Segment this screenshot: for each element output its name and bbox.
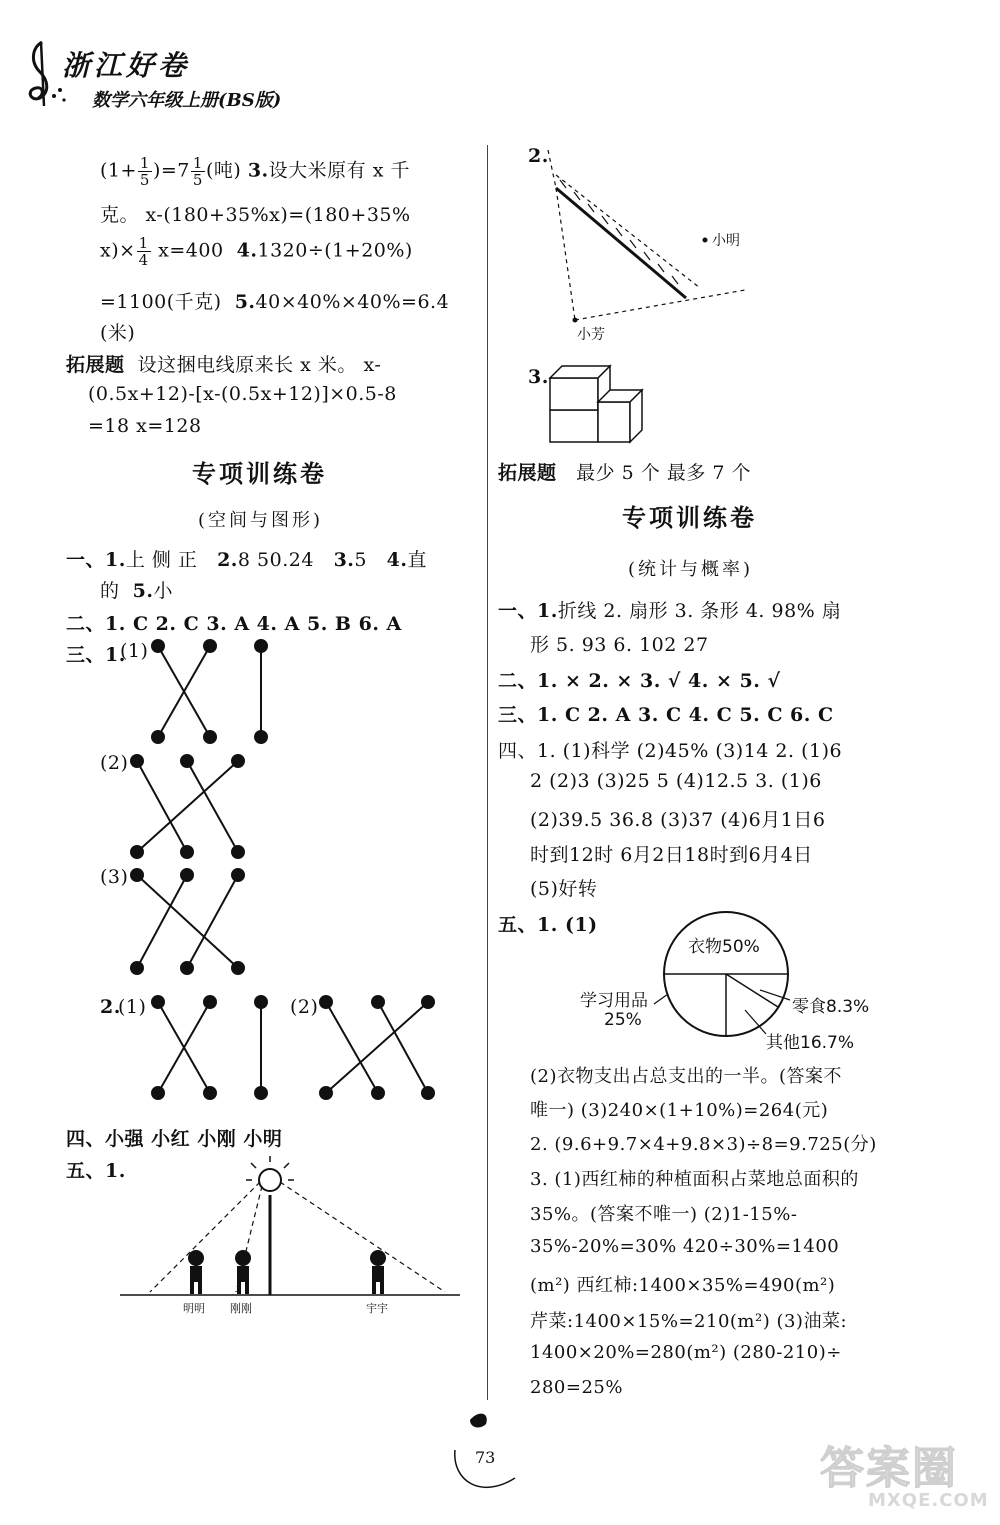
- right-r8b: 35%。(答案不唯一) (2)1-15%-: [530, 1204, 798, 1225]
- figure-name-ganggang: 刚刚: [230, 1302, 252, 1315]
- left-q3-2-label: 2.: [100, 996, 121, 1018]
- left-q3-label: 三、1.: [66, 644, 126, 666]
- left-extension-2: (0.5x+12)-[x-(0.5x+12)]×0.5-8: [88, 383, 397, 405]
- right-r1-cont: 形 5. 93 6. 102 27: [530, 634, 709, 656]
- right-r4d: 时到12时 6月2日18时到6月4日: [530, 844, 813, 866]
- right-r8e: 芹菜:1400×15%=210(m²) (3)油菜:: [530, 1311, 848, 1332]
- right-r7: 2. (9.6+9.7×4+9.8×3)÷8=9.725(分): [530, 1134, 877, 1155]
- pie-label-clothes: 衣物50%: [688, 937, 760, 957]
- pie-label-study: 学习用品: [580, 991, 648, 1011]
- pie-label-study-pct: 25%: [604, 1010, 642, 1030]
- left-q1: 一、1.上 侧 正 2.8 50.24 3.5 4.直: [66, 549, 427, 571]
- left-section-title: 专项训练卷: [192, 459, 327, 488]
- left-line-5: (米): [100, 322, 136, 344]
- right-r2: 二、1. × 2. × 3. √ 4. × 5. √: [498, 670, 781, 692]
- left-q3-2-part2: (2): [290, 996, 319, 1018]
- header-brand: 浙江好卷: [62, 49, 191, 82]
- pie-label-snacks: 零食8.3%: [792, 997, 870, 1017]
- label-xiaoming: 小明: [712, 233, 740, 249]
- right-r4c: (2)39.5 36.8 (3)37 (4)6月1日6: [530, 809, 826, 831]
- right-r4a: 四、1. (1)科学 (2)45% (3)14 2. (1)6: [498, 740, 843, 762]
- left-q3-part3: (3): [100, 866, 129, 888]
- right-extension: 拓展题 最少 5 个 最多 7 个: [498, 462, 752, 484]
- header-subtitle: 数学六年级上册(BS版): [92, 90, 282, 111]
- right-r4b: 2 (2)3 (3)25 5 (4)12.5 3. (1)6: [530, 770, 822, 792]
- left-extension-3: =18 x=128: [88, 415, 202, 437]
- right-r8g: 280=25%: [530, 1377, 623, 1398]
- right-fig3-label: 3.: [528, 366, 549, 388]
- left-q4: 四、小强 小红 小刚 小明: [66, 1128, 283, 1150]
- right-fig2-label: 2.: [528, 145, 549, 167]
- left-q3-2-part1: (1): [118, 996, 147, 1018]
- right-r5: 五、1. (1): [498, 914, 598, 936]
- right-r6a: (2)衣物支出占总支出的一半。(答案不: [530, 1066, 843, 1087]
- left-extension: 拓展题 设这捆电线原来长 x 米。 x-: [66, 354, 382, 376]
- left-q5: 五、1.: [66, 1160, 126, 1182]
- watermark-logo: 答案圈: [820, 1443, 958, 1494]
- left-section-subtitle: (空间与图形): [198, 510, 324, 531]
- left-q2: 二、1. C 2. C 3. A 4. A 5. B 6. A: [66, 613, 402, 635]
- left-line-1: (1+ $\frac{1}{5}$ )=7 $\frac{1}{5}$ (吨) 3.设大米原有 x 千: [100, 154, 410, 189]
- pie-label-other: 其他16.7%: [766, 1033, 855, 1053]
- right-r8c: 35%-20%=30% 420÷30%=1400: [530, 1236, 840, 1257]
- left-line-2: 克。 x-(180+35%x)=(180+35%: [100, 204, 411, 226]
- label-xiaofang: 小芳: [577, 327, 605, 343]
- left-q1-cont: 的 5.小: [100, 580, 173, 602]
- right-r8d: (m²) 西红柿:1400×35%=490(m²): [530, 1275, 836, 1296]
- page-number: 73: [475, 1448, 496, 1467]
- left-q3-part2: (2): [100, 752, 129, 774]
- left-line-3: x)× $\frac{1}{4}$ x=400 4.1320÷(1+20%): [100, 234, 413, 269]
- figure-name-yuyu: 宇宇: [366, 1302, 388, 1315]
- left-line-4: =1100(千克) 5.40×40%×40%=6.4: [100, 291, 450, 313]
- right-r8f: 1400×20%=280(m²) (280-210)÷: [530, 1342, 842, 1363]
- right-r3: 三、1. C 2. A 3. C 4. C 5. C 6. C: [498, 704, 834, 726]
- right-r1: 一、1.折线 2. 扇形 3. 条形 4. 98% 扇: [498, 600, 842, 622]
- figure-name-mingming: 明明: [183, 1302, 205, 1315]
- right-section-title: 专项训练卷: [622, 503, 757, 532]
- right-section-subtitle: (统计与概率): [628, 559, 754, 580]
- right-r8a: 3. (1)西红柿的种植面积占菜地总面积的: [530, 1169, 859, 1190]
- right-r6b: 唯一) (3)240×(1+10%)=264(元): [530, 1100, 829, 1121]
- left-q3-part1: (1): [120, 640, 149, 662]
- watermark-url: MXQE.COM: [868, 1490, 989, 1511]
- right-r4e: (5)好转: [530, 878, 598, 900]
